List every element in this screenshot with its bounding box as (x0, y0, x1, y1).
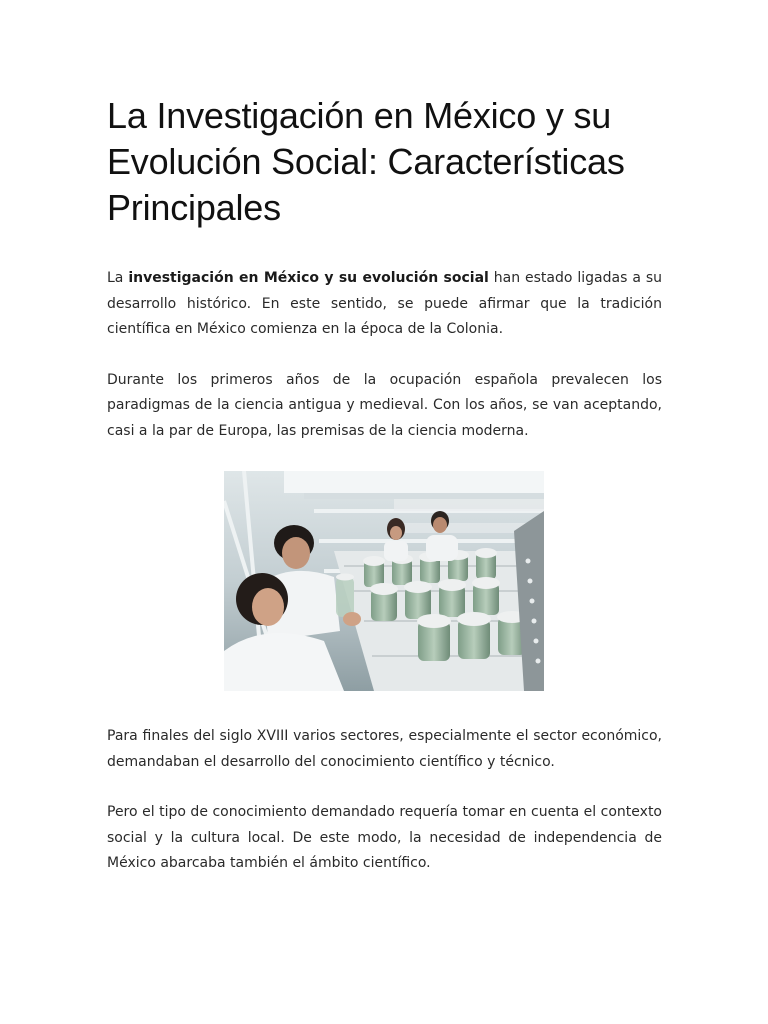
paragraph-intro-bold: investigación en México y su evolución social (128, 270, 489, 286)
laboratory-photo (224, 471, 544, 691)
paragraph-colonial-science: Durante los primeros años de la ocupación española prevalecen los paradigmas de la ciencia antigua y medieval. Con los años, se van aceptando, casi a la par de Europa, las premisas de la ciencia moderna. (107, 371, 662, 439)
paragraph-intro-lead: La (107, 270, 129, 286)
paragraph-eighteenth-century: Para finales del siglo XVIII varios sectores, especialmente el sector económico, demandaban el desarrollo del conocimiento científico y técnico. (107, 728, 662, 770)
paragraph-independence: Pero el tipo de conocimiento demandado requería tomar en cuenta el contexto social y la cultura local. De este modo, la necesidad de independencia de México abarcaba también el ámbito científico. (107, 804, 662, 871)
paragraph-intro (107, 266, 662, 343)
page-title: La Investigación en México y su Evolución Social: Características Principales (107, 95, 625, 228)
laboratory-photo-icon (224, 471, 544, 691)
paragraph-intro-rest: han estado ligadas a su desarrollo histórico. En este sentido, se puede afirmar que la tradición científica en México comienza en la época de la Colonia. (107, 270, 662, 337)
